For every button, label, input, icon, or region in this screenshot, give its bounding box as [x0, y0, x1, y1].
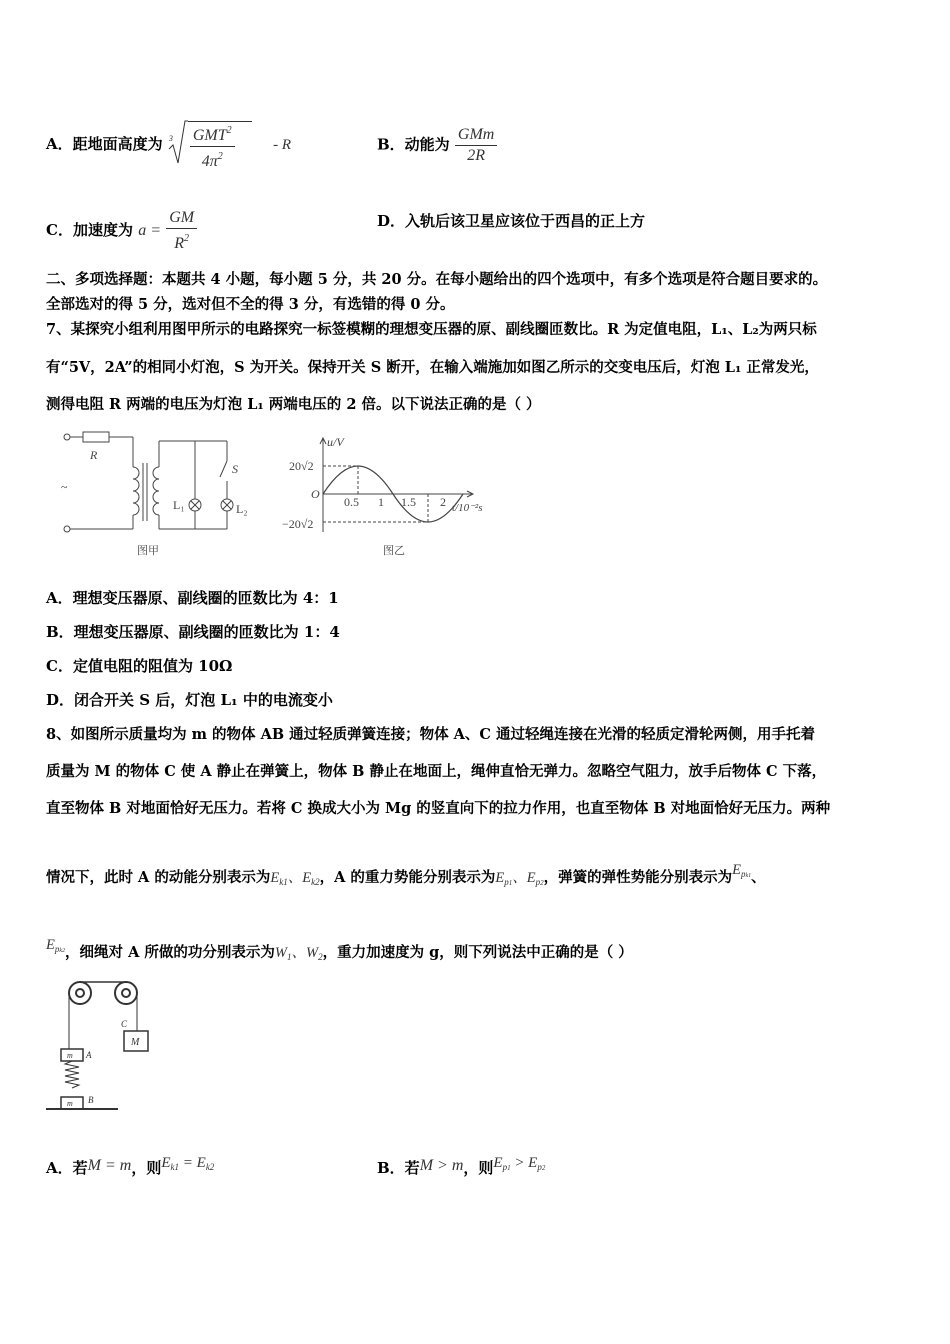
q7-circuit-figure: [55, 425, 265, 560]
q7-line2: 有“5V，2A”的相同小灯泡，S 为开关。保持开关 S 断开，在输入端施加如图乙所示的交变电压后，灯泡 L₁ 正常发光，: [46, 359, 819, 376]
q8-line4: 情况下，此时 A 的动能分别表示为$E_{k1}$、$E_{k2}$，A 的重力势能分别表示为$E_{p1}$、$E_{p2}$，弹簧的弹性势能分别表示为$E_{pk1}$、: [46, 862, 766, 887]
q8-line4-part-c: ，弹簧的弹性势能分别表示为: [543, 869, 733, 886]
y-max-label: 20√2: [289, 459, 314, 473]
q8-option-a-mid: ，则: [131, 1159, 162, 1177]
q7-waveform-figure: [278, 432, 508, 560]
epk2-symbol: $E_{pk2}$: [46, 937, 66, 954]
pulley-right: [115, 982, 137, 1004]
q7-option-c: C．定值电阻的阻值为 10Ω: [46, 657, 233, 675]
q6-option-c: [46, 208, 197, 254]
q6-option-c-lhs: a =: [138, 222, 161, 239]
q7-line3: 测得电阻 R 两端的电压为灯泡 L₁ 两端电压的 2 倍。以下说法正确的是（ ）: [46, 396, 541, 413]
origin-label: O: [311, 487, 320, 501]
q6-option-c-prefix: C．加速度为: [46, 221, 133, 239]
w-symbols: $W_1$、$W_2$: [274, 945, 323, 962]
label-l2: L₂: [236, 502, 248, 516]
q8-line2: 质量为 M 的物体 C 使 A 静止在弹簧上，物体 B 静止在地面上，绳伸直恰无弹力。忽略空气阻力，放手后物体 C 下落，: [46, 763, 827, 780]
q8-pulley-figure: [44, 975, 164, 1120]
q8-line4-part-a: 情况下，此时 A 的动能分别表示为: [46, 869, 271, 886]
label-s: S: [232, 462, 238, 476]
q8-option-b: [377, 1153, 545, 1178]
q6-option-a-prefix: A．距地面高度为: [46, 135, 163, 153]
q7-option-a: A．理想变压器原、副线圈的匝数比为 4：1: [46, 589, 339, 607]
q8-option-a: [46, 1153, 214, 1178]
caption-fig1: 图甲: [137, 544, 159, 557]
label-ac: ~: [61, 480, 68, 494]
q8-option-a-result: $E_{k1} = E_{k2}$: [161, 1155, 215, 1172]
input-terminal-bottom: [64, 526, 70, 532]
label-b: B: [88, 1095, 94, 1105]
tick-1-5: 1.5: [401, 495, 416, 509]
y-min-label: −20√2: [282, 517, 314, 531]
q8-option-b-condition: M > m: [419, 1157, 464, 1174]
primary-coil: [133, 467, 139, 515]
q7-option-d: D．闭合开关 S 后，灯泡 L₁ 中的电流变小: [46, 691, 333, 709]
label-m-b: m: [67, 1099, 73, 1108]
label-l1: L₁: [173, 498, 185, 512]
secondary-coil: [153, 467, 159, 515]
pulley-left: [69, 982, 91, 1004]
q8-option-b-result: $E_{p1} > E_{p2}$: [493, 1155, 546, 1172]
label-a: A: [86, 1050, 92, 1060]
tick-2: 2: [440, 495, 446, 509]
q8-line3: 直至物体 B 对地面恰好无压力。若将 C 换成大小为 Mg 的竖直向下的拉力作用，也直至物体 B 对地面恰好无压力。两种: [46, 800, 831, 817]
y-axis-label: u/V: [327, 435, 344, 449]
q6-option-a: [46, 123, 292, 170]
q8-option-b-pre: B．若: [377, 1159, 420, 1177]
q6-a-fraction: GMT$^2$ $4\pi^2$: [190, 121, 235, 172]
label-r: R: [90, 448, 98, 462]
q6-option-b-prefix: B．动能为: [377, 135, 450, 154]
input-terminal-top: [64, 434, 70, 440]
q8-line5-part-b: ，细绳对 A 所做的功分别表示为: [65, 944, 275, 961]
q6-option-a-formula: [168, 123, 268, 170]
q8-line1: 8、如图所示质量均为 m 的物体 AB 通过轻质弹簧连接；物体 A、C 通过轻绳连接在光滑的轻质定滑轮两侧，用手托着: [46, 726, 816, 743]
tick-1: 1: [378, 495, 384, 509]
switch-s: [220, 461, 227, 477]
q8-line5: [46, 935, 633, 967]
q8-option-b-mid: ，则: [463, 1159, 494, 1177]
ep-symbols: $E_{p1}$、$E_{p2}$: [495, 870, 544, 887]
epk1-symbol: $E_{pk1}$: [732, 862, 752, 879]
label-c: C: [121, 1019, 128, 1029]
section2-line2: 全部选对的得 5 分，选对但不全的得 3 分，有选错的得 0 分。: [46, 296, 455, 313]
x-axis-label: t/10⁻²s: [452, 502, 483, 514]
q8-option-a-condition: M = m: [87, 1157, 132, 1174]
q6-c-fraction: $\frac{GM}{R^2}$: [166, 208, 197, 254]
q7-line1: 7、某探究小组利用图甲所示的电路探究一标签模糊的理想变压器的原、副线圈匝数比。R 为定值电阻，L₁、L₂为两只标: [46, 321, 817, 338]
label-m-a: m: [67, 1051, 73, 1060]
q6-option-a-tail: - R: [273, 137, 292, 153]
ek-symbols: $E_{k1}$、$E_{k2}$: [270, 870, 320, 887]
label-m-big: M: [131, 1037, 140, 1048]
q6-b-fraction: $\frac{\text{GMm}}{2R}$: [455, 125, 497, 166]
q8-line4-part-b: ，A 的重力势能分别表示为: [319, 869, 496, 886]
section2-line1: 二、多项选择题：本题共 4 小题，每小题 5 分，共 20 分。在每小题给出的四个选项中，有多个选项是符合题目要求的。: [46, 271, 828, 288]
q6-option-b: [377, 125, 497, 166]
q8-option-a-pre: A．若: [46, 1159, 88, 1177]
root-index: 3: [168, 134, 173, 143]
q6-option-d: D．入轨后该卫星应该位于西昌的正上方: [377, 212, 646, 230]
q8-line5-part-c: ，重力加速度为 g，则下列说法中正确的是（ ）: [322, 944, 633, 961]
tick-0-5: 0.5: [344, 495, 359, 509]
spring: [65, 1061, 79, 1088]
q7-option-b: B．理想变压器原、副线圈的匝数比为 1：4: [46, 623, 340, 641]
caption-fig2: 图乙: [383, 544, 405, 557]
resistor-r: [83, 432, 109, 442]
